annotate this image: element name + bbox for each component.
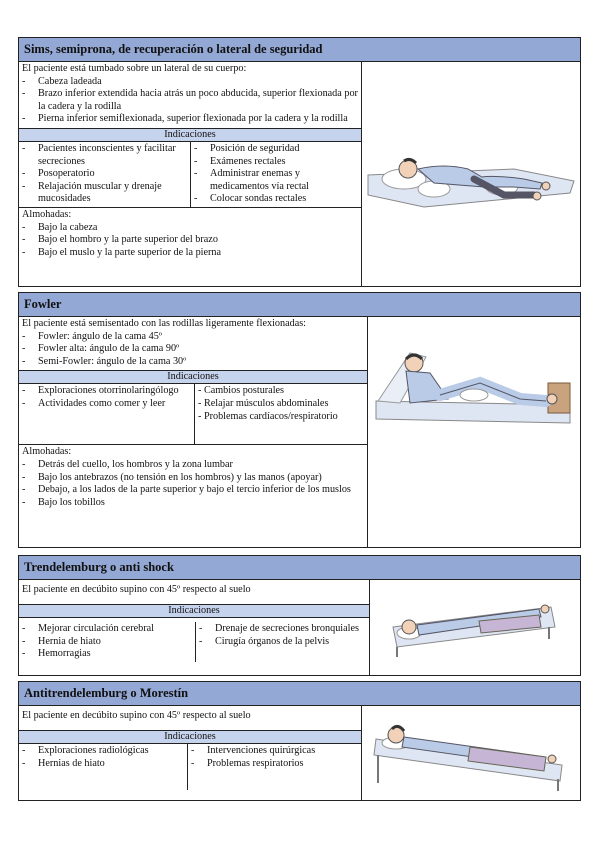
- section-title: Fowler: [19, 293, 580, 317]
- section-fowler: [18, 292, 581, 548]
- trendelemburg-position-illustration: [368, 580, 580, 675]
- indicaciones-header: Indicaciones: [19, 370, 367, 384]
- indicaciones-header: Indicaciones: [19, 128, 361, 142]
- almohadas-block: Almohadas: - Detrás del cuello, los hombros y la zona lumbar - Bajo los antebrazos (no tensión en los hombros) y las manos (apoyar) - Debajo, a los lados de la parte superior y bajo el tercio inferior de los muslos - Bajo los tobillos: [19, 444, 367, 511]
- description-block: El paciente está tumbado sobre un lateral de su cuerpo: - Cabeza ladeada - Brazo inferior extendida hacia atrás un poco abducida, superior flexionada por la cadera y la rodilla - Pierna inferior semiflexionada, superior flexionada por la cadera y la rodilla: [22, 63, 358, 125]
- sims-position-illustration: [360, 62, 580, 286]
- antitrendelemburg-position-illustration: [360, 706, 580, 800]
- section-title: Trendelemburg o anti shock: [19, 556, 580, 580]
- section-antitrendelemburg: [18, 681, 581, 801]
- almohadas-block: Almohadas: - Bajo la cabeza - Bajo el hombro y la parte superior del brazo - Bajo el muslo y la parte superior de la pierna: [19, 207, 361, 261]
- section-sims: [18, 37, 581, 287]
- indicaciones-list: - Exploraciones radiológicas - Hernias de hiato - Intervenciones quirúrgicas - Problemas respiratorios: [19, 744, 361, 790]
- section-title: Sims, semiprona, de recuperación o lateral de seguridad: [19, 38, 580, 62]
- description-block: El paciente en decúbito supino con 45º respecto al suelo: [22, 584, 251, 595]
- indicaciones-list: - Mejorar circulación cerebral - Hernia de hiato - Hemorragias - Drenaje de secreciones bronquiales - Cirugía órganos de la pelvis: [19, 618, 369, 662]
- description-block: El paciente en decúbito supino con 45º respecto al suelo: [22, 710, 251, 721]
- fowler-position-illustration: [366, 317, 580, 547]
- indicaciones-list: - Exploraciones otorrinolaringólogo - Actividades como comer y leer - Cambios posturales - Relajar músculos abdominales - Problemas cardíacos/respiratorio: [19, 384, 367, 444]
- indicaciones-header: Indicaciones: [19, 604, 369, 618]
- indicaciones-list: - Pacientes inconscientes y facilitar secreciones - Posoperatorio - Relajación muscular y drenaje mucosidades - Posición de seguridad - Exámenes rectales - Administrar enemas y medicamentos vía rectal - Colocar sondas rectales: [19, 142, 361, 207]
- description-block: El paciente está semisentado con las rodillas ligeramente flexionadas: - Fowler: ángulo de la cama 45º - Fowler alta: ángulo de la cama 90º - Semi-Fowler: ángulo de la cama 30º: [22, 318, 307, 367]
- indicaciones-header: Indicaciones: [19, 730, 361, 744]
- section-title: Antitrendelemburg o Morestín: [19, 682, 580, 706]
- section-trendelemburg: [18, 555, 581, 676]
